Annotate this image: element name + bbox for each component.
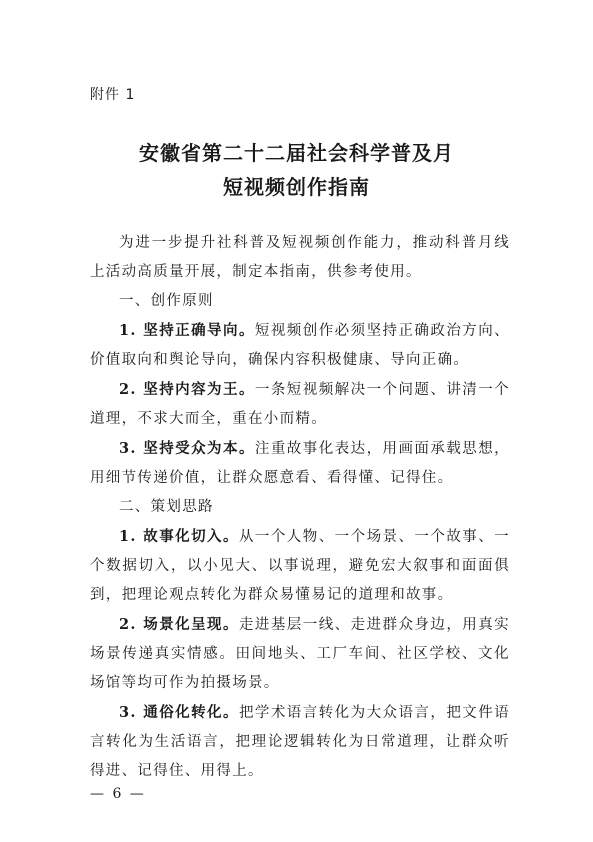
planning-text: 把学术语言转化为大众语言，把文件语言转化为生活语言，把理论逻辑转化为日常道理，让群众听得进、记得住、用得上。 (90, 705, 510, 779)
principle-text: 注重故事化表达，用画面承载思想，用细节传递价值，让群众愿意看、看得懂、记得住。 (90, 441, 510, 486)
principle-text: 短视频创作必须坚持正确政治方向、价值取向和舆论导向，确保内容积极健康、导向正确。 (90, 323, 510, 368)
planning-lead: 2. 场景化呈现。 (119, 616, 239, 633)
attachment-label: 附件 1 (90, 87, 136, 103)
planning-item (90, 522, 510, 610)
planning-text: 从一个人物、一个场景、一个故事、一个数据切入，以小见大、以事说理，避免宏大叙事和面面俱到，把理论观点转化为群众易懂易记的道理和故事。 (90, 529, 510, 603)
planning-lead: 1. 故事化切入。 (119, 528, 239, 545)
page-number: — 6 — (90, 786, 146, 802)
principle-item (90, 316, 510, 375)
principle-item (90, 434, 510, 493)
section-heading-planning: 二、策划思路 (119, 499, 214, 515)
document-title-line-1: 安徽省第二十二届社会科学普及月 (139, 141, 454, 165)
principle-item (90, 375, 510, 434)
principle-lead: 3. 坚持受众为本。 (119, 440, 255, 457)
document-title-line-2: 短视频创作指南 (223, 175, 370, 199)
intro-paragraph: 为进一步提升社科普及短视频创作能力，推动科普月线上活动高质量开展，制定本指南，供参考使用。 (90, 235, 510, 280)
principle-lead: 2. 坚持内容为王。 (119, 381, 255, 398)
planning-text: 走进基层一线、走进群众身边，用真实场景传递真实情感。田间地头、工厂车间、社区学校、文化场馆等均可作为拍摄场景。 (90, 617, 510, 691)
section-heading-principles: 一、创作原则 (119, 293, 214, 309)
principle-lead: 1. 坚持正确导向。 (119, 322, 255, 339)
document-body (90, 229, 510, 786)
principle-text: 一条短视频解决一个问题、讲清一个道理，不求大而全，重在小而精。 (90, 382, 510, 427)
planning-lead: 3. 通俗化转化。 (119, 704, 239, 721)
planning-item (90, 610, 510, 698)
planning-item (90, 698, 510, 786)
